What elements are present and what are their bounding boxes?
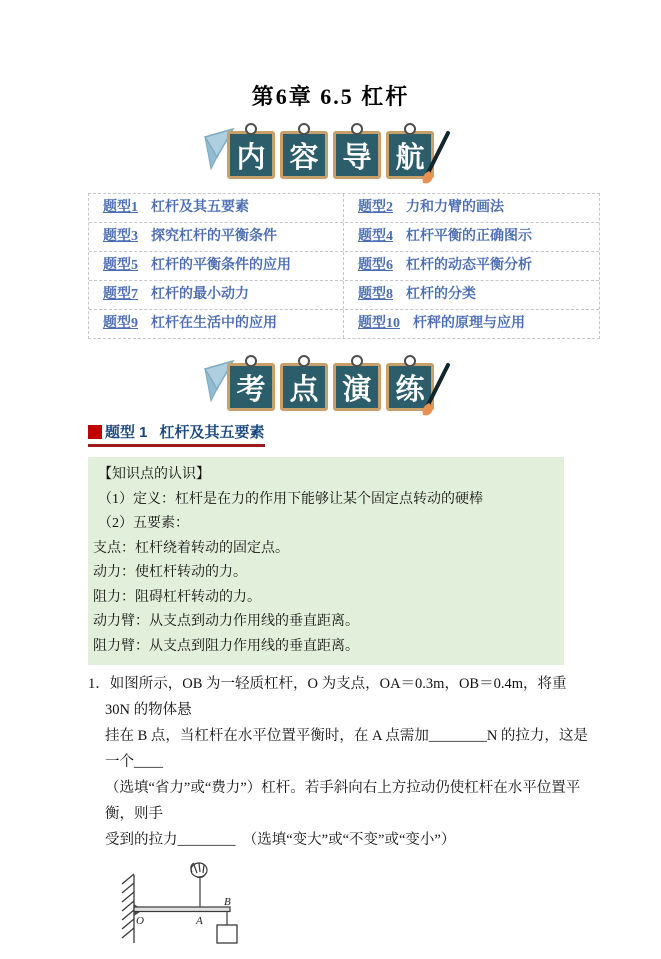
question-line: 1．如图所示，OB 为一轻质杠杆，O 为支点，OA＝0.3m，OB＝0.4m，将重 30N 的物体悬 — [88, 676, 567, 718]
red-square-bullet-icon — [88, 425, 102, 439]
type-label: 题型6 — [358, 258, 393, 273]
practice-banner — [0, 353, 661, 415]
banner-char: 演 — [342, 373, 372, 406]
type-label: 题型10 — [358, 316, 400, 331]
table-row — [89, 280, 599, 309]
type-title: 杆秤的原理与应用 — [413, 316, 525, 331]
table-row — [89, 309, 599, 338]
knowledge-line: 【知识点的认识】 — [98, 467, 210, 482]
table-row — [89, 194, 599, 222]
section-title: 杠杆及其五要素 — [159, 424, 265, 441]
toc-link-type4[interactable] — [344, 223, 599, 251]
question-line: 挂在 B 点，当杠杆在水平位置平衡时，在 A 点需加________N 的拉力，这是一个____ — [105, 728, 588, 770]
lever-bar — [134, 907, 230, 912]
type-title: 杠杆的动态平衡分析 — [406, 258, 532, 273]
banner-char: 航 — [395, 141, 425, 174]
table-row — [89, 222, 599, 251]
table-row — [89, 251, 599, 280]
banner-tile — [227, 363, 275, 411]
type-label: 题型2 — [358, 200, 393, 215]
section-header-type1 — [88, 421, 661, 447]
page-title: 第6章 6.5 杠杆 — [251, 84, 410, 109]
wall-hatching — [122, 874, 134, 943]
knowledge-box — [88, 457, 564, 665]
banner-tile — [333, 131, 381, 179]
knowledge-line: （2）五要素： — [98, 516, 189, 531]
type-label: 题型3 — [103, 229, 138, 244]
toc-link-type2[interactable] — [344, 194, 599, 222]
label-A: A — [196, 915, 203, 927]
toc-link-type8[interactable] — [344, 281, 599, 309]
paint-brush-icon — [414, 131, 454, 189]
knowledge-line: 动力臂：从支点到动力作用线的垂直距离。 — [93, 614, 359, 629]
type-title: 杠杆平衡的正确图示 — [406, 229, 532, 244]
banner-tile — [280, 131, 328, 179]
type-title: 力和力臂的画法 — [406, 200, 504, 215]
type-label: 题型4 — [358, 229, 393, 244]
type-title: 杠杆的平衡条件的应用 — [151, 258, 291, 273]
banner-char: 导 — [342, 141, 372, 174]
type-label: 题型9 — [103, 316, 138, 331]
question-1 — [88, 671, 588, 853]
type-label: 题型5 — [103, 258, 138, 273]
banner-char: 容 — [289, 141, 319, 174]
knowledge-line: 动力：使杠杆转动的力。 — [93, 565, 247, 580]
knowledge-line: 阻力：阻碍杠杆转动的力。 — [93, 589, 261, 605]
type-label: 题型8 — [358, 287, 393, 302]
type-label: 题型7 — [103, 287, 138, 302]
banner-tile — [227, 131, 275, 179]
toc-link-type10[interactable] — [344, 310, 599, 338]
label-O: O — [136, 915, 144, 927]
question-type-table — [88, 193, 600, 339]
type-title: 探究杠杆的平衡条件 — [151, 229, 277, 244]
knowledge-line: 阻力臂：从支点到阻力作用线的垂直距离。 — [93, 638, 359, 654]
banner-tile — [280, 363, 328, 411]
knowledge-line: （1）定义：杠杆是在力的作用下能够让某个固定点转动的硬棒 — [98, 491, 483, 507]
toc-link-type7[interactable] — [89, 281, 344, 309]
type-title: 杠杆在生活中的应用 — [151, 316, 277, 331]
toc-link-type6[interactable] — [344, 252, 599, 280]
knowledge-line: 支点：杠杆绕着转动的固定点。 — [93, 540, 289, 556]
lever-diagram — [110, 859, 285, 954]
toc-link-type3[interactable] — [89, 223, 344, 251]
banner-tile — [333, 363, 381, 411]
weight-box — [217, 925, 237, 943]
type-label: 题型1 — [103, 200, 138, 215]
content-nav-banner — [0, 121, 661, 183]
hand-sketch — [191, 863, 207, 878]
banner-char: 点 — [289, 373, 319, 406]
label-B: B — [224, 896, 231, 908]
type-title: 杠杆及其五要素 — [151, 200, 249, 215]
question-line: （选填“省力”或“费力”）杠杆。若手斜向右上方拉动仍使杠杆在水平位置平衡，则手 — [105, 780, 581, 822]
banner-char: 内 — [236, 141, 266, 174]
toc-link-type9[interactable] — [89, 310, 344, 338]
toc-link-type1[interactable] — [89, 194, 344, 222]
type-title: 杠杆的分类 — [406, 287, 476, 302]
paint-brush-icon — [414, 363, 454, 421]
banner-char: 练 — [395, 373, 425, 406]
question-line: 受到的拉力________ （选填“变大”或“不变”或“变小”） — [105, 832, 456, 848]
section-label: 题型 1 — [105, 424, 148, 441]
toc-link-type5[interactable] — [89, 252, 344, 280]
banner-char: 考 — [236, 373, 266, 406]
type-title: 杠杆的最小动力 — [151, 287, 249, 302]
